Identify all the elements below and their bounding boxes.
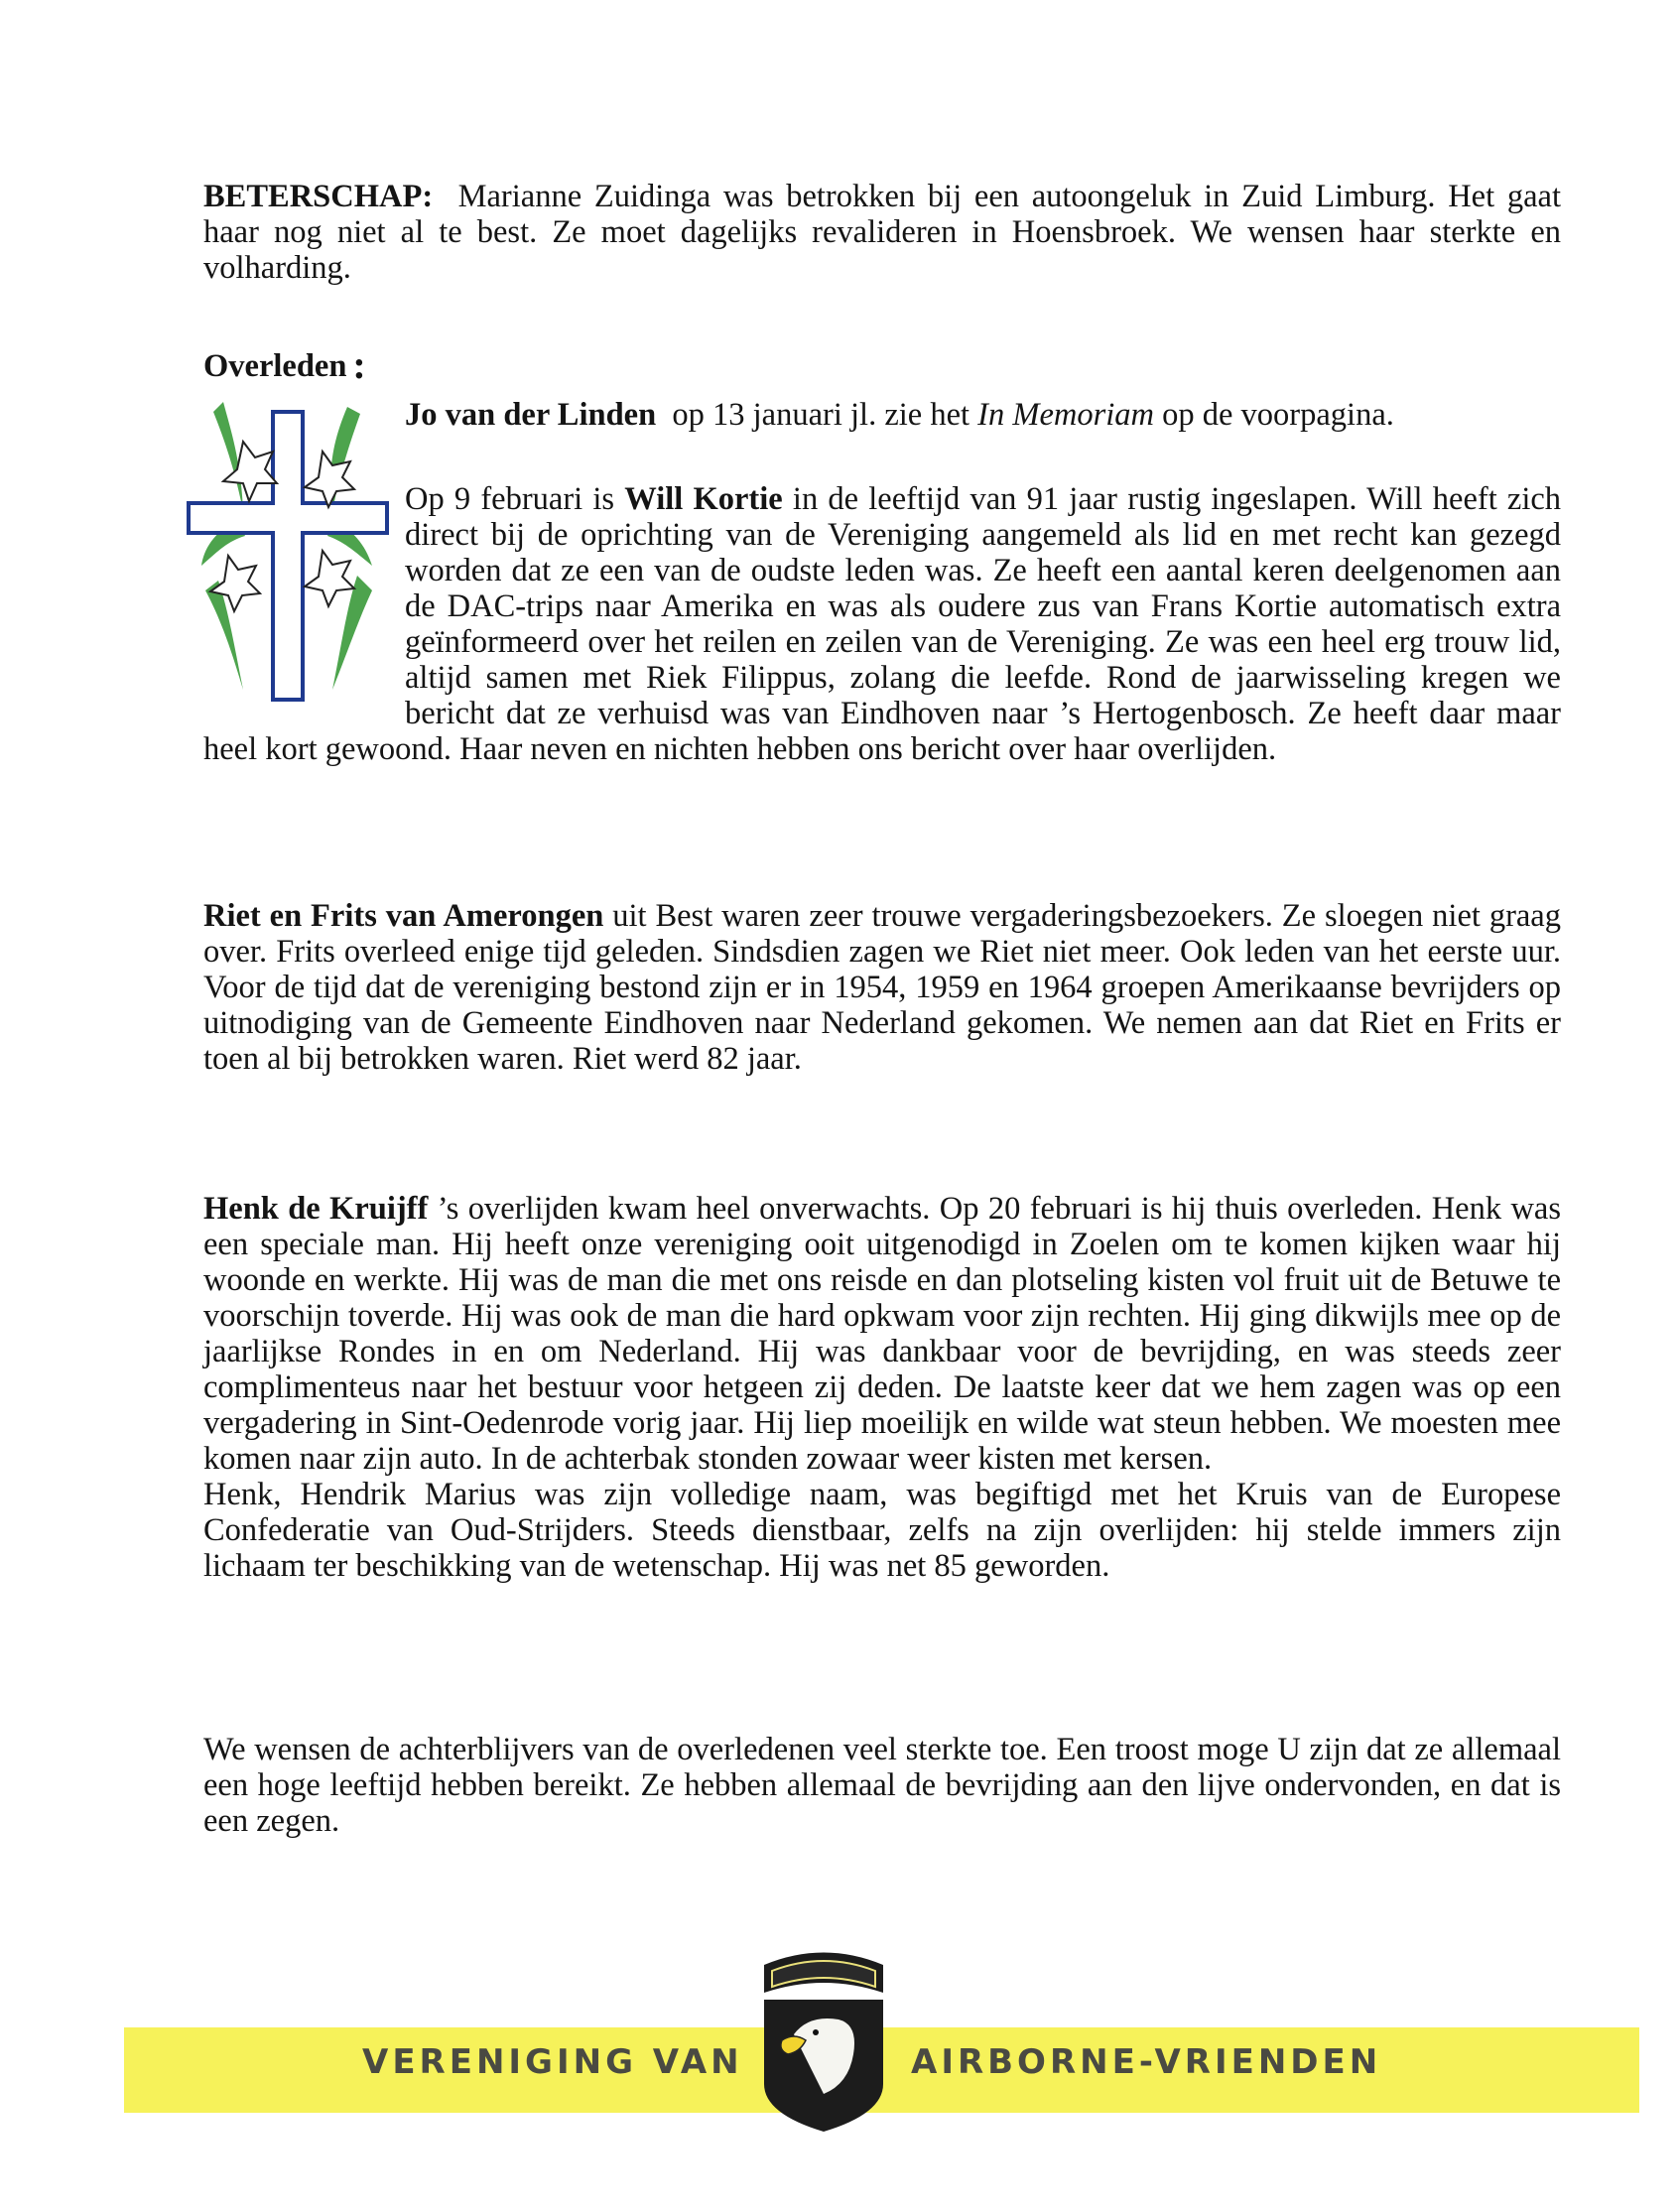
- cross-wrap-spacer: [203, 481, 405, 731]
- airborne-eagle-logo: [754, 1945, 893, 2134]
- henk-text-1: ’s overlijden kwam heel onverwachts. Op 20 februari is hij thuis overleden. Henk was een speciale man. Hij heeft onze vereniging ooit uitgenodigd in Zoelen om te komen kijken waar hij woonde en werkte. Hij was de man die met ons reisde en dan plotseling kisten vol fruit uit de Betuwe te voorschijn toverde. Hij was ook de man die hard opkwam voor zijn rechten. Hij ging dikwijls mee op de jaarlijkse Rondes in en om Nederland. Hij was dankbaar voor de bevrijding, en was steeds zeer complimenteus naar het bestuur voor hetgeen zij deden. De laatste keer dat we hem zagen was op een vergadering in Sint-Oedenrode vorig jaar. Hij liep moeilijk en wilde wat steun hebben. We moesten mee komen naar zijn auto. In de achterbak stonden zowaar weer kisten met kersen.: [203, 1191, 1561, 1477]
- jo-van-der-linden-paragraph: [203, 397, 1561, 433]
- beterschap-section: [203, 179, 1561, 286]
- henk-de-kruijff-paragraph: [203, 1191, 1561, 1584]
- footer-right-text: AIRBORNE-VRIENDEN: [911, 2042, 1382, 2082]
- henk-name: Henk de Kruijff: [203, 1191, 429, 1227]
- overleden-title: Overleden: [203, 348, 347, 384]
- overleden-colon: :: [352, 342, 366, 387]
- will-name: Will Kortie: [624, 481, 783, 517]
- will-kortie-paragraph: [203, 481, 1561, 767]
- footer-left-text: VERENIGING VAN: [362, 2042, 743, 2082]
- jo-text-b: op de voorpagina.: [1162, 397, 1394, 433]
- beterschap-label: BETERSCHAP:: [203, 179, 434, 214]
- in-memoriam-text: In Memoriam: [977, 397, 1154, 433]
- will-text-b: in de leeftijd van 91 jaar rustig ingeslapen. Will heeft zich direct bij de oprichting van de Vereniging aangemeld als lid en met recht kan gezegd worden dat ze een van de oudste leden was. Ze heeft een aantal keren deelgenomen aan de DAC-trips naar Amerika en was als oudere zus van Frans Kortie automatisch extra geïnformeerd over het reilen en zeilen van de Vereniging. Ze was een heel erg trouw lid, altijd samen met Riek Filippus, zolang die leefde. Rond de jaarwisseling kregen we bericht dat ze verhuisd was van Eindhoven naar ’s Hertogenbosch. Ze heeft daar maar heel kort gewoond. Haar neven en nichten hebben ons bericht over haar overlijden.: [203, 481, 1562, 767]
- riet-text: uit Best waren zeer trouwe vergaderingsbezoekers. Ze sloegen niet graag over. Frits overleed enige tijd geleden. Sindsdien zagen we Riet niet meer. Ook leden van het eerste uur. Voor de tijd dat de vereniging bestond zijn er in 1954, 1959 en 1964 groepen Amerikaanse bevrijders op uitnodiging van de Gemeente Eindhoven naar Nederland gekomen. We nemen aan dat Riet en Frits er toen al bij betrokken waren. Riet werd 82 jaar.: [203, 898, 1561, 1077]
- closing-text: We wensen de achterblijvers van de overledenen veel sterkte toe. Een troost moge U zijn dat ze allemaal een hoge leeftijd hebben bereikt. Ze hebben allemaal de bevrijding aan den lijve ondervonden, en dat is een zegen.: [203, 1732, 1561, 1839]
- riet-frits-paragraph: [203, 898, 1561, 1077]
- jo-text-a: op 13 januari jl. zie het: [672, 397, 970, 433]
- henk-text-2: Henk, Hendrik Marius was zijn volledige naam, was begiftigd met het Kruis van de Europese Confederatie van Oud-Strijders. Steeds dienstbaar, zelfs na zijn overlijden: hij stelde immers zijn lichaam ter beschikking van de wetenschap. Hij was net 85 geworden.: [203, 1477, 1561, 1584]
- jo-name: Jo van der Linden: [405, 397, 657, 433]
- riet-name: Riet en Frits van Amerongen: [203, 898, 604, 934]
- beterschap-text: Marianne Zuidinga was betrokken bij een autoongeluk in Zuid Limburg. Het gaat haar nog niet al te best. Ze moet dagelijks revalideren in Hoensbroek. We wensen haar sterkte en volharding.: [203, 179, 1561, 286]
- overleden-heading: [203, 342, 1561, 387]
- will-text-a: Op 9 februari is: [405, 481, 615, 517]
- closing-paragraph: [203, 1732, 1561, 1839]
